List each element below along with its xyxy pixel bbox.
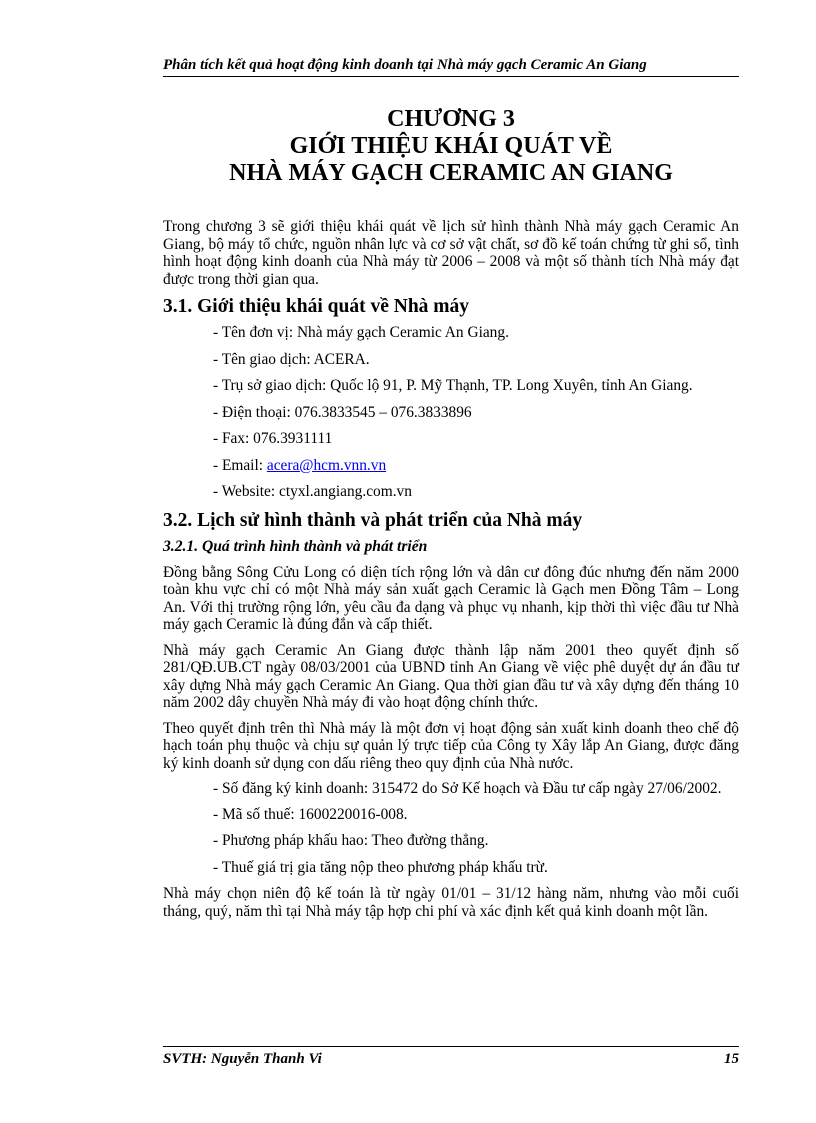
chapter-heading-line-1: GIỚI THIỆU KHÁI QUÁT VỀ bbox=[289, 133, 613, 159]
page-footer bbox=[163, 1046, 739, 1068]
depreciation-method: - Phương pháp khấu hao: Theo đường thẳng. bbox=[213, 832, 489, 849]
info-fax: - Fax: 076.3931111 bbox=[213, 430, 333, 447]
body-content bbox=[163, 218, 739, 928]
tax-code: - Mã số thuế: 1600220016-008. bbox=[213, 805, 408, 823]
info-address: - Trụ sở giao dịch: Quốc lộ 91, P. Mỹ Thạnh, TP. Long Xuyên, tỉnh An Giang. bbox=[213, 377, 693, 394]
info-email bbox=[163, 457, 739, 475]
info-website: - Website: ctyxl.angiang.com.vn bbox=[213, 483, 412, 500]
chapter-number: CHƯƠNG 3 bbox=[387, 106, 515, 132]
info-trade-name: - Tên giao dịch: ACERA. bbox=[213, 350, 370, 368]
email-label: - Email: bbox=[213, 456, 267, 474]
section-heading-3-1: 3.1. Giới thiệu khái quát về Nhà máy bbox=[163, 296, 470, 317]
email-link[interactable]: acera@hcm.vnn.vn bbox=[266, 456, 387, 474]
page-number: 15 bbox=[724, 1051, 739, 1067]
footer-author: SVTH: Nguyễn Thanh Vi bbox=[163, 1051, 322, 1067]
business-registration: - Số đăng ký kinh doanh: 315472 do Sở Kế hoạch và Đầu tư cấp ngày 27/06/2002. bbox=[213, 780, 722, 797]
intro-paragraph: Trong chương 3 sẽ giới thiệu khái quát về lịch sử hình thành Nhà máy gạch Ceramic An Giang, bộ máy tổ chức, nguồn nhân lực và cơ sở vật chất, sơ đồ kế toán chứng từ ghi sổ, tình hình hoạt động kinh doanh của Nhà máy từ 2006 – 2008 và một số thành tích Nhà máy đạt được trong thời gian qua. bbox=[163, 218, 739, 288]
vat-method: - Thuế giá trị gia tăng nộp theo phương pháp khấu trừ. bbox=[213, 858, 548, 876]
chapter-heading-line-2: NHÀ MÁY GẠCH CERAMIC AN GIANG bbox=[229, 160, 673, 186]
history-paragraph-2: Nhà máy gạch Ceramic An Giang được thành lập năm 2001 theo quyết định số 281/QĐ.UB.CT ngày 08/03/2001 của UBND tỉnh An Giang về việc phê duyệt dự án đầu tư xây dựng Nhà máy gạch Ceramic An Giang. Qua thời gian đầu tư và xây dựng đến tháng 10 năm 2002 dây chuyền Nhà máy đi vào hoạt động chính thức. bbox=[163, 641, 739, 711]
fiscal-year-paragraph: Nhà máy chọn niên độ kế toán là từ ngày 01/01 – 31/12 hàng năm, nhưng vào mỗi cuối tháng, quý, năm thì tại Nhà máy tập hợp chi phí và xác định kết quả kinh doanh một lần. bbox=[163, 885, 739, 920]
history-paragraph-3: Theo quyết định trên thì Nhà máy là một đơn vị hoạt động sản xuất kinh doanh theo chế độ hạch toán phụ thuộc và chịu sự quản lý trực tiếp của Công ty Xây lắp An Giang, được đăng ký kinh doanh sử dụng con dấu riêng theo quy định của Nhà nước. bbox=[163, 719, 739, 772]
subsection-heading-3-2-1: 3.2.1. Quá trình hình thành và phát triển bbox=[163, 537, 428, 555]
section-heading-3-2: 3.2. Lịch sử hình thành và phát triển của Nhà máy bbox=[163, 509, 583, 531]
chapter-title bbox=[163, 106, 739, 187]
history-paragraph-1: Đồng bằng Sông Cửu Long có diện tích rộng lớn và dân cư đông đúc nhưng đến năm 2000 toàn khu vực chỉ có một Nhà máy sản xuất gạch Ceramic là Gạch men Đồng Tâm – Long An. Với thị trường rộng lớn, yêu cầu đa dạng và phục vụ nhanh, kịp thời thì việc đầu tư Nhà máy gạch Ceramic là đúng đắn và cấp thiết. bbox=[163, 563, 739, 633]
running-header: Phân tích kết quả hoạt động kinh doanh tại Nhà máy gạch Ceramic An Giang bbox=[163, 56, 739, 77]
info-unit-name: - Tên đơn vị: Nhà máy gạch Ceramic An Giang. bbox=[213, 324, 509, 341]
info-phone: - Điện thoại: 076.3833545 – 076.3833896 bbox=[213, 403, 472, 421]
